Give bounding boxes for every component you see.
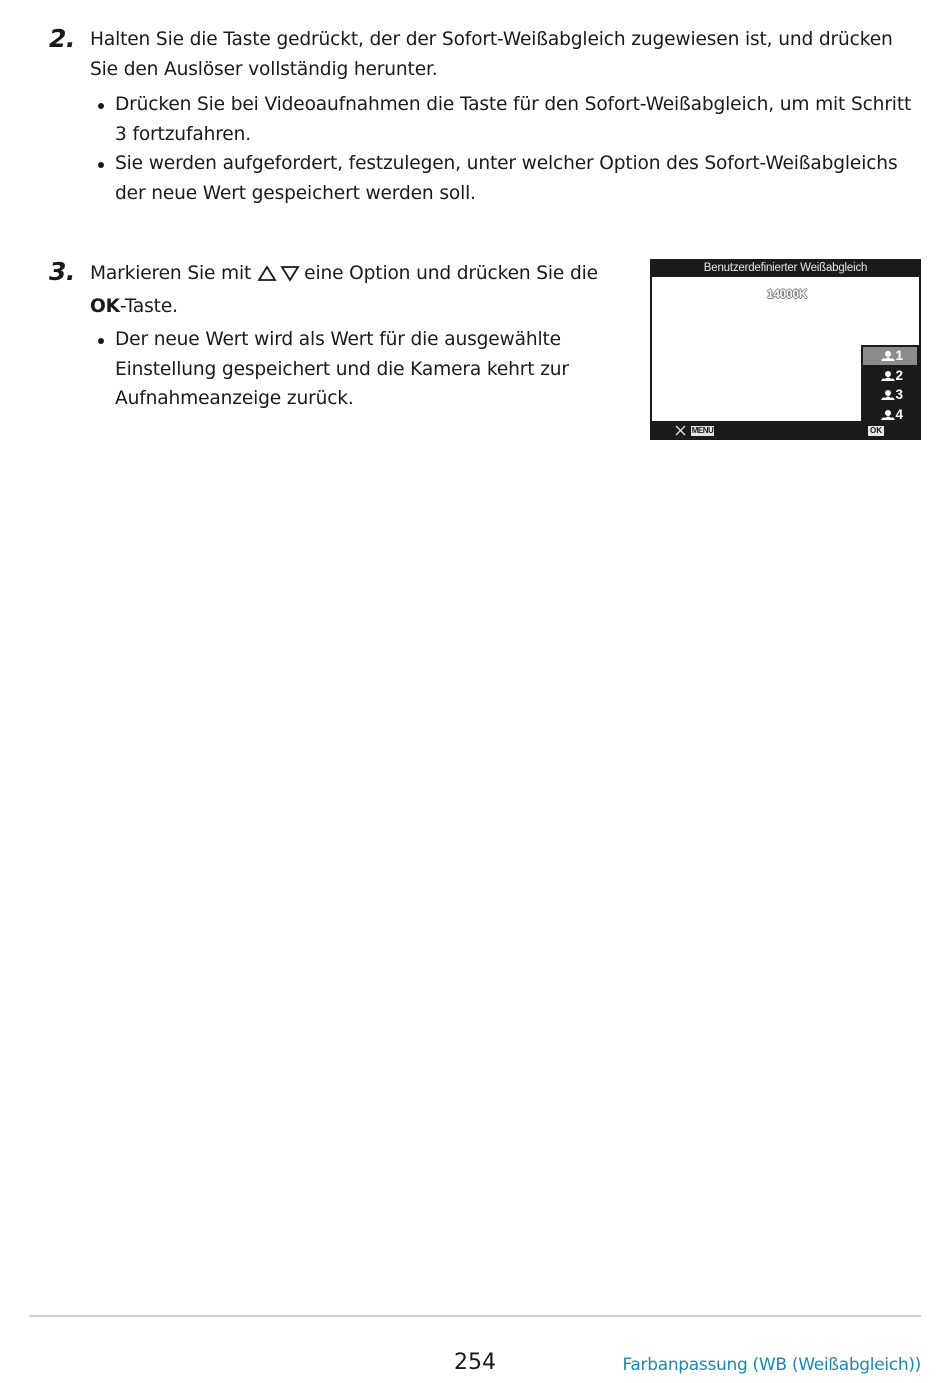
bullet-item: Sie werden aufgefordert, festzulegen, unter welcher Option des Sofort-Weißabgleichs der neue Wert gespeichert werden soll. (96, 149, 916, 208)
camera-screen (650, 259, 921, 440)
wb-option-2[interactable]: 2 (863, 367, 917, 385)
camera-screen-title: Benutzerdefinierter Weißabgleich (703, 262, 868, 274)
footer-divider (29, 1315, 921, 1317)
one-touch-wb-icon (880, 409, 896, 421)
one-touch-wb-icon (880, 370, 896, 382)
section-link[interactable]: Farbanpassung (WB (Weißabgleich)) (622, 1355, 921, 1375)
bullet-dot-icon (98, 338, 104, 344)
ok-key-label: OK (90, 295, 120, 317)
menu-button-label: MENU (691, 426, 714, 435)
step-text: Markieren Sie mit eine Option und drücken Sie die OK-Taste. (90, 263, 598, 317)
step-number: 2. (49, 24, 75, 53)
wb-option-1[interactable]: 1 (863, 347, 917, 365)
one-touch-wb-icon (880, 389, 896, 401)
bullet-list (96, 325, 641, 414)
bullet-item: Der neue Wert wird als Wert für die ausgewählte Einstellung gespeichert und die Kamera kehrt zur Aufnahmeanzeige zurück. (96, 325, 641, 414)
wb-option-list (861, 345, 919, 428)
camera-screen-footer (650, 421, 921, 440)
bullet-item: Drücken Sie bei Videoaufnahmen die Taste für den Sofort-Weißabgleich, um mit Schritt 3 fortzufahren. (96, 90, 916, 149)
bullet-dot-icon (98, 103, 104, 109)
step-number: 3. (49, 257, 75, 286)
step-text: Halten Sie die Taste gedrückt, der der Sofort-Weißabgleich zugewiesen ist, und drücken Sie den Auslöser vollständig herunter. (90, 29, 893, 80)
bullet-list (96, 90, 916, 208)
camera-screen-body (652, 277, 919, 421)
up-down-arrows (257, 262, 300, 292)
up-triangle-icon (257, 265, 277, 282)
ok-button-label: OK (870, 426, 882, 435)
down-triangle-icon (280, 265, 300, 282)
wb-option-3[interactable]: 3 (863, 386, 917, 404)
close-icon (675, 425, 686, 436)
bullet-dot-icon (98, 162, 104, 168)
color-temperature-value: 14000K (766, 287, 808, 301)
page-number: 254 (454, 1350, 496, 1375)
one-touch-wb-icon (880, 350, 896, 362)
wb-option-4[interactable]: 4 (863, 406, 917, 424)
